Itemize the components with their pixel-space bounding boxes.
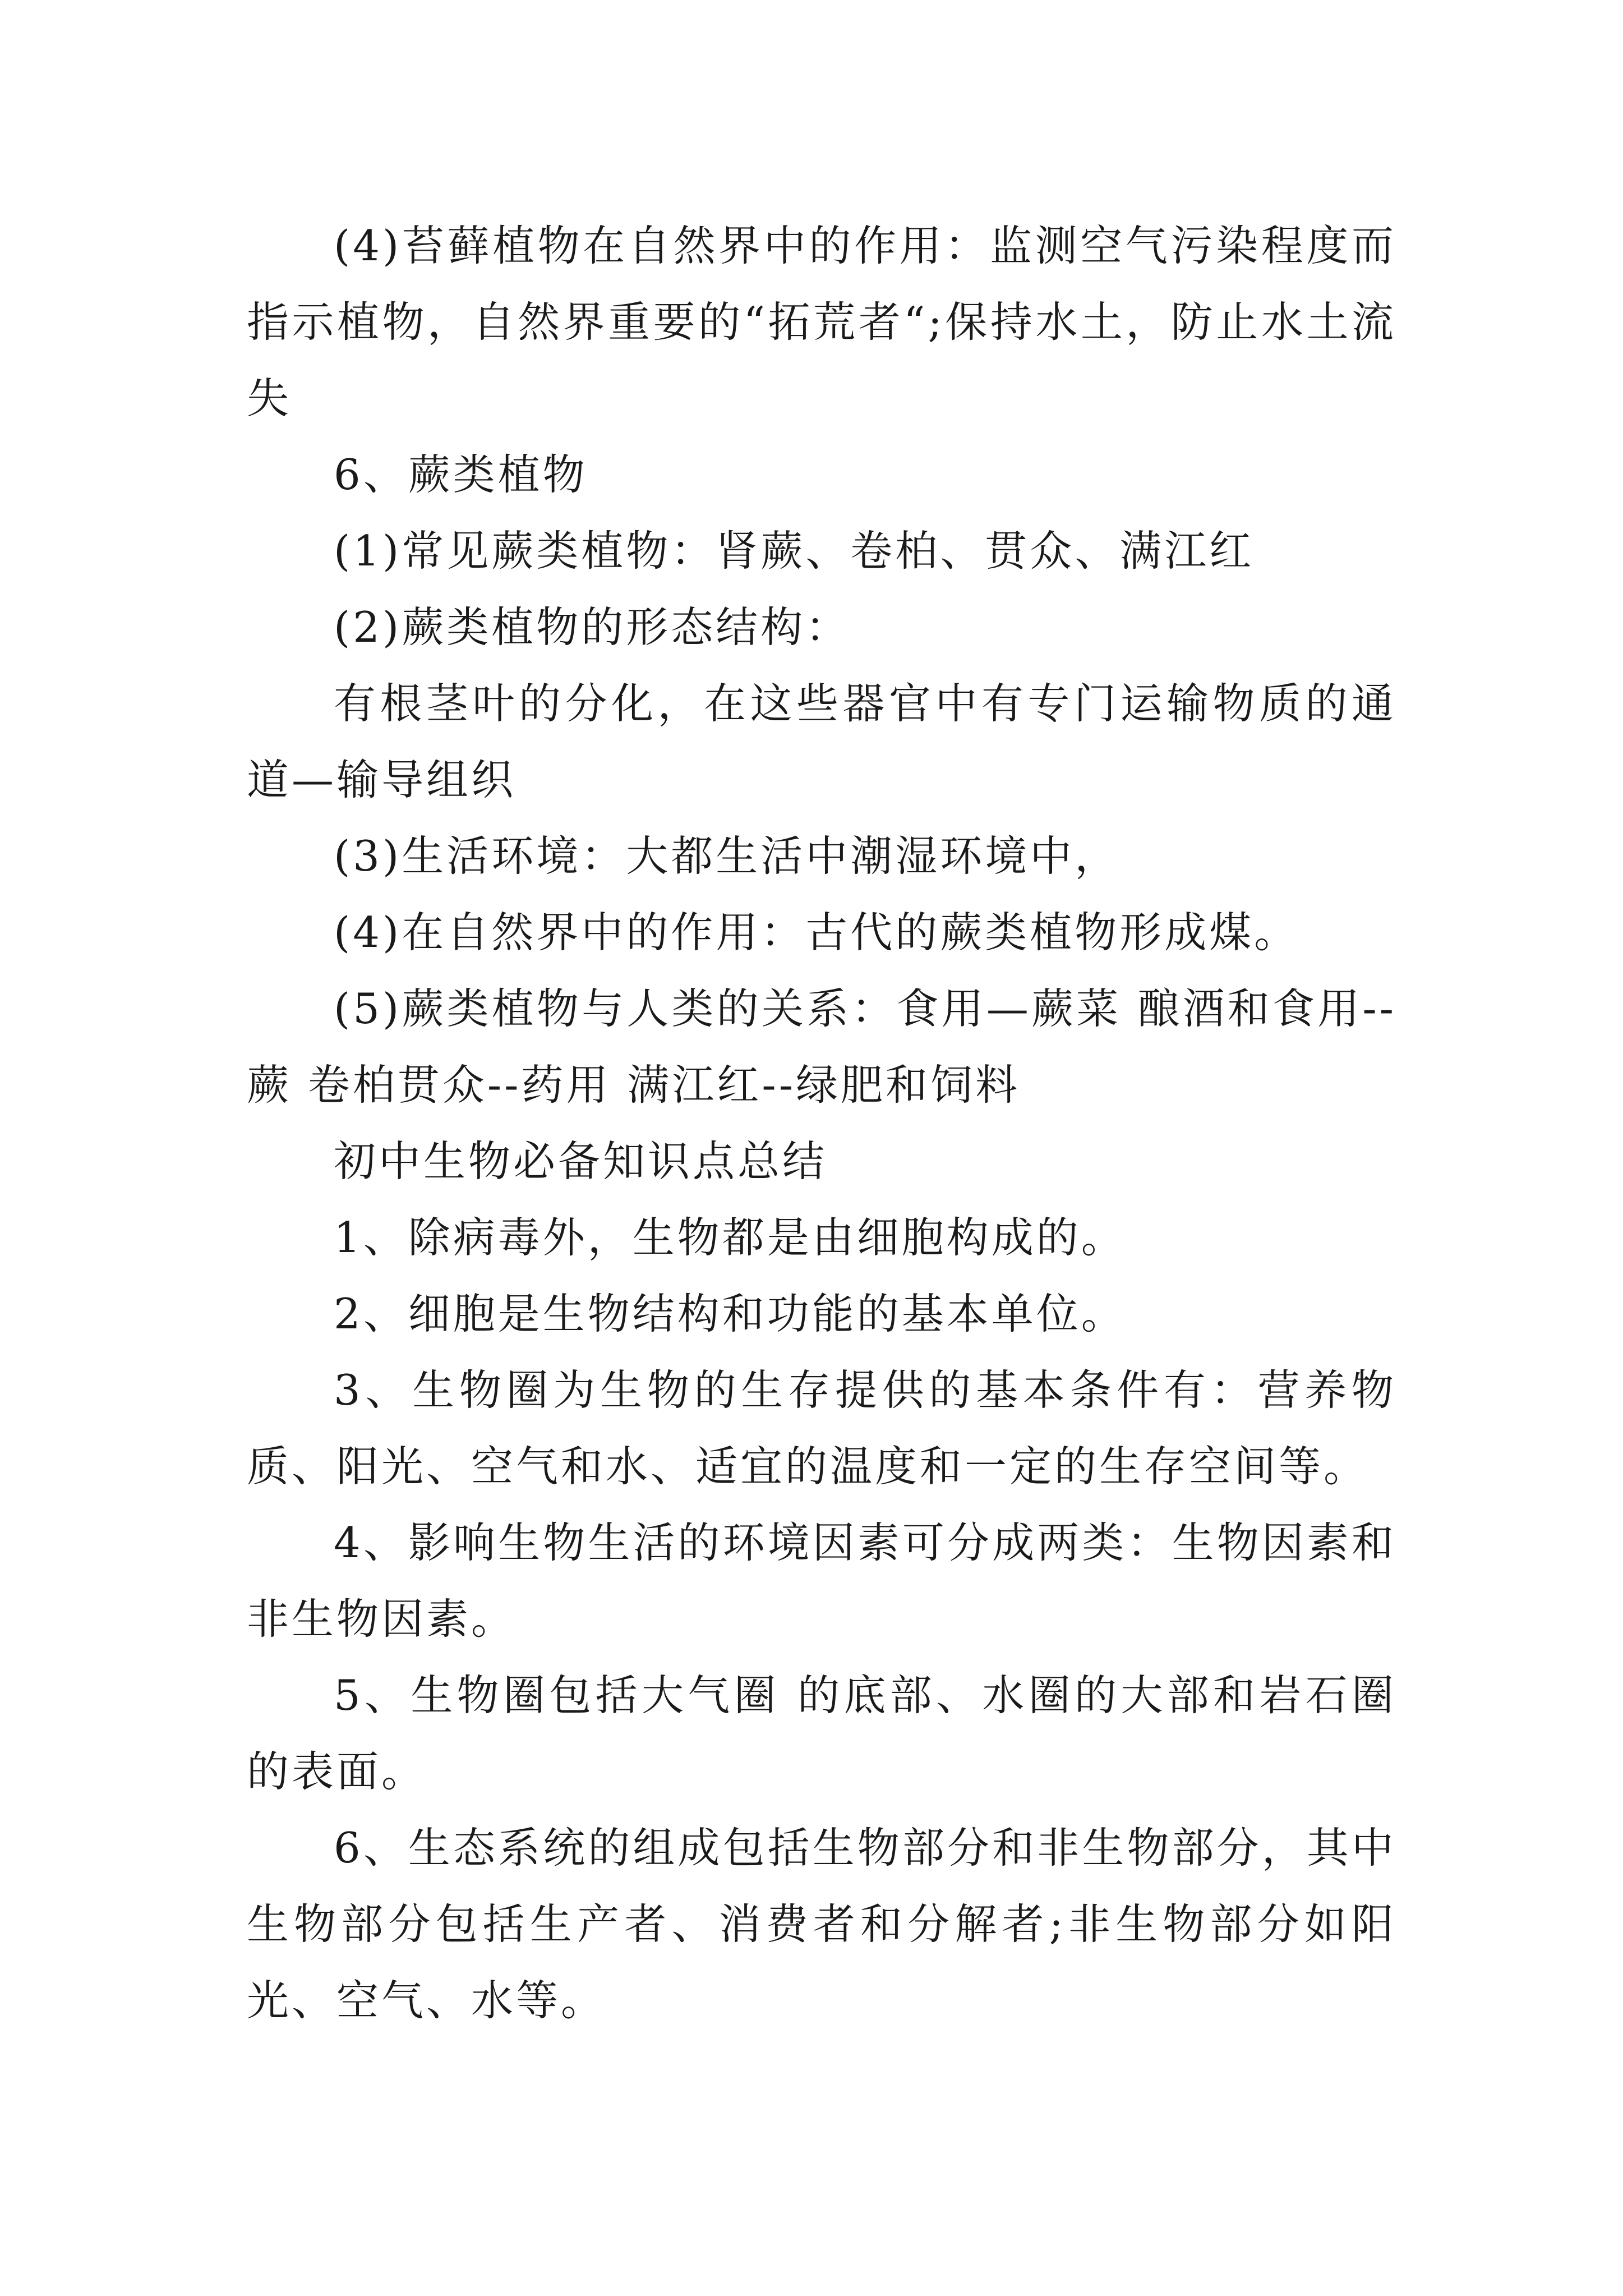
list-item: 4、影响生物生活的环境因素可分成两类：生物因素和非生物因素。 (247, 1518, 1396, 1644)
list-item: 2、细胞是生物结构和功能的基本单位。 (334, 1289, 1126, 1338)
paragraph-fern-habitat: (3)生活环境：大都生活中潮湿环境中， (334, 831, 1120, 881)
list-item: 3、生物圈为生物的生存提供的基本条件有：营养物质、阳光、空气和水、适宜的温度和一定的生存空间等。 (247, 1365, 1396, 1491)
heading-ferns: 6、蕨类植物 (334, 450, 588, 499)
paragraph-common-ferns: (1)常见蕨类植物：肾蕨、卷柏、贯众、满江红 (334, 526, 1255, 576)
section-title: 初中生物必备知识点总结 (334, 1137, 828, 1186)
list-item: 1、除病毒外，生物都是由细胞构成的。 (334, 1213, 1126, 1262)
list-item: 6、生态系统的组成包括生物部分和非生物部分，其中生物部分包括生产者、消费者和分解者;非生物部分如阳光、空气、水等。 (247, 1823, 1396, 2025)
paragraph-fern-structure-heading: (2)蕨类植物的形态结构： (334, 602, 851, 652)
document-body (247, 208, 1396, 2039)
paragraph-fern-nature-role: (4)在自然界中的作用：古代的蕨类植物形成煤。 (334, 908, 1299, 957)
paragraph-fern-structure: 有根茎叶的分化，在这些器官中有专门运输物质的通道—输导组织 (247, 679, 1396, 804)
paragraph-moss-role: (4)苔藓植物在自然界中的作用：监测空气污染程度而指示植物，自然界重要的“拓荒者“;保持水土，防止水土流失 (247, 221, 1396, 423)
paragraph-fern-human-relation: (5)蕨类植物与人类的关系：食用—蕨菜 酿酒和食用--蕨 卷柏贯众--药用 满江红--绿肥和饲料 (247, 984, 1396, 1110)
list-item: 5、生物圈包括大气圈 的底部、水圈的大部和岩石圈的表面。 (247, 1671, 1396, 1796)
